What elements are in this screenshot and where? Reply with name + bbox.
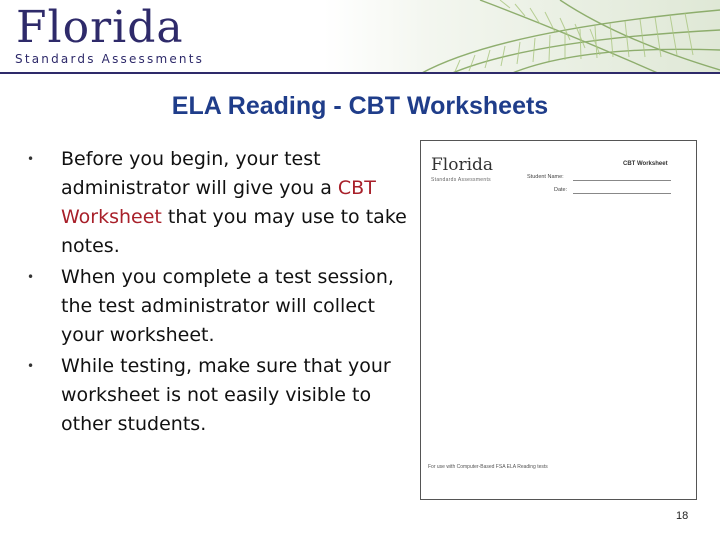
bullet-icon: • bbox=[27, 152, 35, 166]
bullet-text: When you complete a test session, the test administrator will collect your worksheet. bbox=[61, 266, 394, 346]
bullet-item bbox=[24, 145, 409, 261]
worksheet-title: CBT Worksheet bbox=[623, 161, 668, 167]
slide-header bbox=[0, 0, 720, 74]
student-name-line bbox=[573, 180, 671, 181]
date-label: Date: bbox=[554, 187, 568, 193]
bullet-list bbox=[24, 145, 409, 441]
bullet-item bbox=[24, 352, 409, 439]
header-divider bbox=[0, 72, 720, 74]
worksheet-logo-subtitle: Standards Assessments bbox=[431, 177, 491, 183]
bullet-text-end: that you may use to take notes. bbox=[61, 206, 407, 257]
bullet-text: While testing, make sure that your worksheet is not easily visible to other students. bbox=[61, 355, 391, 435]
worksheet-logo: Florida bbox=[431, 155, 494, 175]
logo-subtitle: Standards Assessments bbox=[15, 52, 205, 66]
worksheet-thumbnail bbox=[420, 140, 697, 500]
palm-leaves-decoration bbox=[360, 0, 720, 74]
bullet-icon: • bbox=[27, 270, 35, 284]
bullet-text: Before you begin, your test administrator will give you a bbox=[61, 148, 338, 199]
bullet-icon: • bbox=[27, 359, 35, 373]
page-number: 18 bbox=[676, 510, 689, 522]
florida-logo: Florida bbox=[16, 2, 184, 53]
highlighted-term: CBT Worksheet bbox=[61, 177, 376, 228]
slide-title: ELA Reading - CBT Worksheets bbox=[171, 92, 549, 120]
student-name-label: Student Name: bbox=[527, 174, 564, 180]
bullet-item bbox=[24, 263, 409, 350]
date-line bbox=[573, 193, 671, 194]
worksheet-footer: For use with Computer-Based FSA ELA Reading tests bbox=[428, 464, 548, 470]
